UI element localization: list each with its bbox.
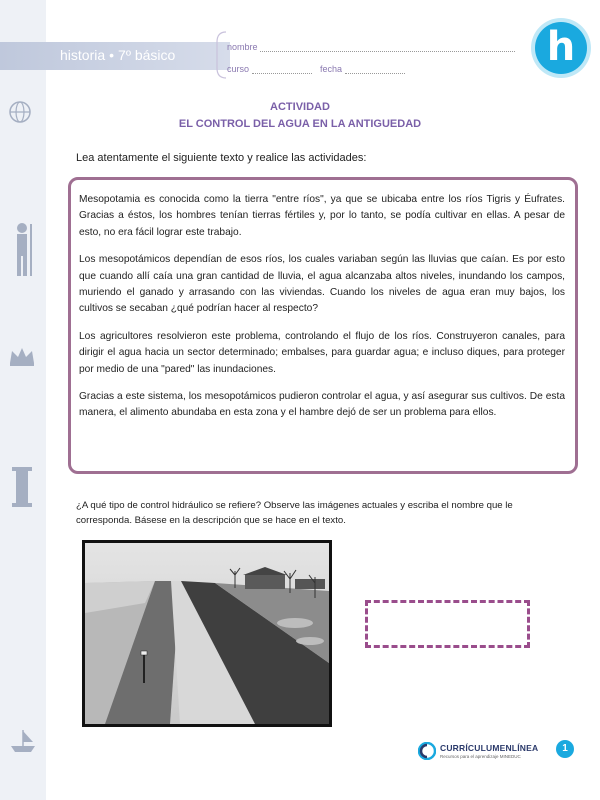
activity-title: ACTIVIDAD: [270, 101, 330, 113]
soldier-icon: [8, 220, 36, 280]
separator: •: [109, 47, 115, 63]
dike-photo: [82, 540, 332, 727]
column-icon: [8, 465, 36, 509]
date-row[interactable]: [320, 64, 405, 74]
date-field[interactable]: [345, 73, 405, 74]
reading-paragraph-1: Mesopotamia es conocida como la tierra "entre ríos", ya que se ubicaba entre los ríos Tigris y Éufrates. Gracias a éstos, los hombres tenían tierras fértiles y, por lo tanto, se podía cultivar en ellas. A pesar de esto, no era fácil lograr este trabajo.: [79, 194, 565, 238]
form-bracket: [215, 30, 227, 80]
name-row[interactable]: [227, 42, 515, 52]
ship-icon: [8, 728, 38, 754]
instruction-text: Lea atentamente el siguiente texto y realice las actividades:: [76, 152, 367, 164]
name-label: nombre: [227, 42, 258, 52]
course-row[interactable]: [227, 64, 312, 74]
grade-label: 7º básico: [118, 47, 176, 63]
logo-letter: h: [546, 24, 576, 70]
historia-logo: [535, 22, 587, 74]
course-field[interactable]: [252, 73, 312, 74]
answer-box[interactable]: [365, 600, 530, 648]
crown-icon: [8, 345, 36, 367]
dike-illustration: [85, 543, 329, 724]
curriculum-logo: [418, 740, 548, 770]
curriculum-tagline: Recursos para el aprendizaje MINEDUC: [440, 754, 521, 759]
page-number: 1: [556, 740, 574, 758]
activity-subtitle: EL CONTROL DEL AGUA EN LA ANTIGUEDAD: [178, 118, 422, 130]
curriculum-brand: CURRÍCULUMENLÍNEA: [440, 743, 539, 753]
name-field[interactable]: [260, 51, 515, 52]
student-form: [215, 30, 575, 85]
reading-paragraph-4: Gracias a este sistema, los mesopotámicos pudieron controlar el agua, y así asegurar sus cultivos. De esta manera, el alimento abundaba en esta zona y el hambre dejó de ser un problema para ellos.: [79, 391, 565, 419]
reading-box: [68, 177, 578, 474]
curriculum-logo-icon: [418, 742, 436, 760]
subject-label: [60, 47, 175, 63]
date-label: fecha: [320, 64, 343, 74]
course-label: curso: [227, 64, 250, 74]
question-text: ¿A qué tipo de control hidráulico se refiere? Observe las imágenes actuales y escriba el nombre que le corresponda. Básese en la descripción que se hace en el texto.: [76, 500, 513, 526]
reading-paragraph-2: Los mesopotámicos dependían de esos ríos, los cuales variaban según las lluvias que caían. Es por esto que cuando allí caía una gran cantidad de lluvia, el agua alcanzaba altos niveles, inundando los campos, muriendo el ganado y arrasando con las viviendas. Cuando los niveles de agua eran muy bajos, los cultivos se secaban ¿qué podrían hacer al respecto?: [79, 254, 565, 315]
reading-paragraph-3: Los agricultores resolvieron este problema, controlando el flujo de los ríos. Construyeron canales, para dirigir el agua hacia un sector determinado; embalses, para guardar agua; e incluso diques, para proteger por medio de una "pared" las inundaciones.: [79, 330, 565, 375]
subject-name: historia: [60, 47, 106, 63]
